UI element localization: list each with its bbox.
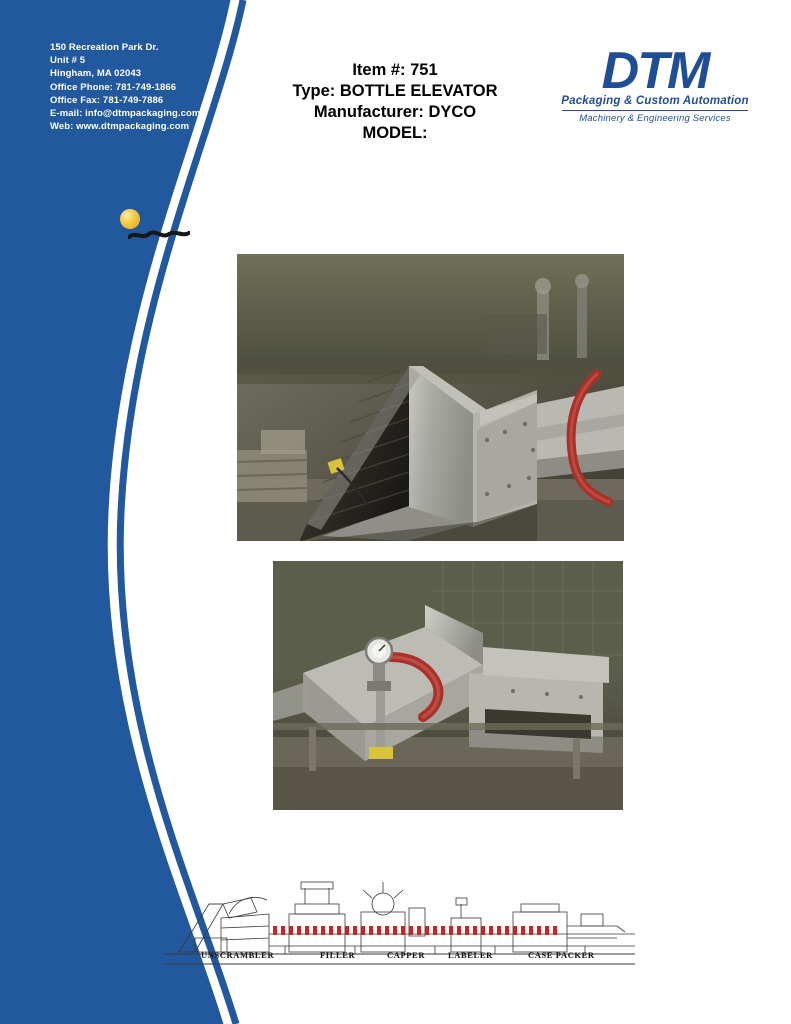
logo-tagline-secondary: Machinery & Engineering Services — [579, 113, 731, 124]
company-fax: Office Fax: 781-749-7886 — [50, 94, 164, 106]
logo-wordmark: DTM — [601, 42, 709, 100]
logo-divider — [562, 110, 748, 111]
company-address-line-2: Unit # 5 — [50, 55, 86, 67]
equipment-type: Type: BOTTLE ELEVATOR — [292, 82, 498, 100]
item-number: Item #: 751 — [352, 61, 438, 79]
packaging-line-labels — [165, 950, 635, 964]
page-title — [230, 60, 560, 144]
label-filler: FILLER — [320, 950, 356, 960]
dtm-logo — [560, 42, 750, 135]
equipment-photo-2 — [273, 561, 623, 810]
label-case-packer: CASE PACKER — [528, 950, 595, 960]
label-capper: CAPPER — [387, 950, 426, 960]
manufacturer: Manufacturer: DYCO — [313, 103, 477, 121]
company-address-line-1: 150 Recreation Park Dr. — [50, 42, 159, 53]
company-website: Web: www.dtmpackaging.com — [50, 121, 190, 133]
model: MODEL: — [362, 124, 428, 142]
logo-tagline-primary: Packaging & Custom Automation — [561, 95, 749, 107]
label-labeler: LABELER — [448, 950, 493, 960]
company-contact-block — [50, 41, 250, 133]
label-unscrambler: UNSCRAMBLER — [201, 950, 275, 960]
company-email: E-mail: info@dtmpackaging.com — [50, 108, 201, 120]
decorative-squiggle-icon — [128, 228, 190, 242]
equipment-photo-1 — [237, 254, 624, 541]
company-address-line-3: Hingham, MA 02043 — [50, 68, 142, 80]
company-phone: Office Phone: 781-749-1866 — [50, 81, 177, 93]
decorative-sphere-icon — [120, 209, 140, 229]
